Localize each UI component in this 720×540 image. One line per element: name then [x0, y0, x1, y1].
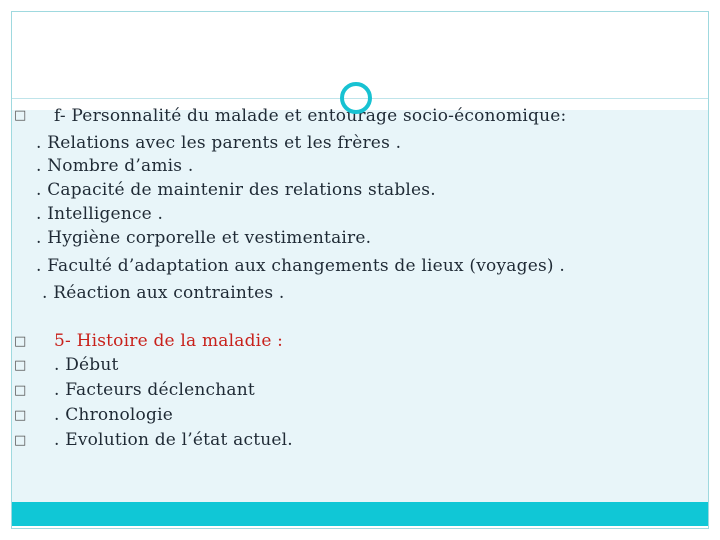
list-item: . Intelligence . — [36, 204, 164, 224]
list-item: . Evolution de l’état actuel. — [54, 430, 293, 450]
bullet-icon: □ — [14, 383, 27, 398]
section2-heading: 5- Histoire de la maladie : — [54, 331, 284, 351]
list-item: . Relations avec les parents et les frères . — [36, 133, 402, 153]
footer-bar — [12, 502, 708, 526]
list-item: . Hygiène corporelle et vestimentaire. — [36, 228, 372, 248]
circle-ornament-icon — [340, 82, 372, 114]
bullet-icon: □ — [14, 334, 27, 349]
list-item: . Réaction aux contraintes . — [42, 283, 285, 303]
section1-heading: f- Personnalité du malade et entourage socio-économique: — [54, 106, 567, 126]
list-item: . Facteurs déclenchant — [54, 380, 255, 400]
bullet-icon: □ — [14, 358, 27, 373]
list-item: . Nombre d’amis . — [36, 156, 194, 176]
bullet-icon: □ — [14, 108, 27, 123]
list-item: . Faculté d’adaptation aux changements de lieux (voyages) . — [36, 256, 565, 276]
list-item: . Capacité de maintenir des relations stables. — [36, 180, 436, 200]
list-item: . Début — [54, 355, 119, 375]
bullet-icon: □ — [14, 433, 27, 448]
bullet-icon: □ — [14, 408, 27, 423]
list-item: . Chronologie — [54, 405, 173, 425]
